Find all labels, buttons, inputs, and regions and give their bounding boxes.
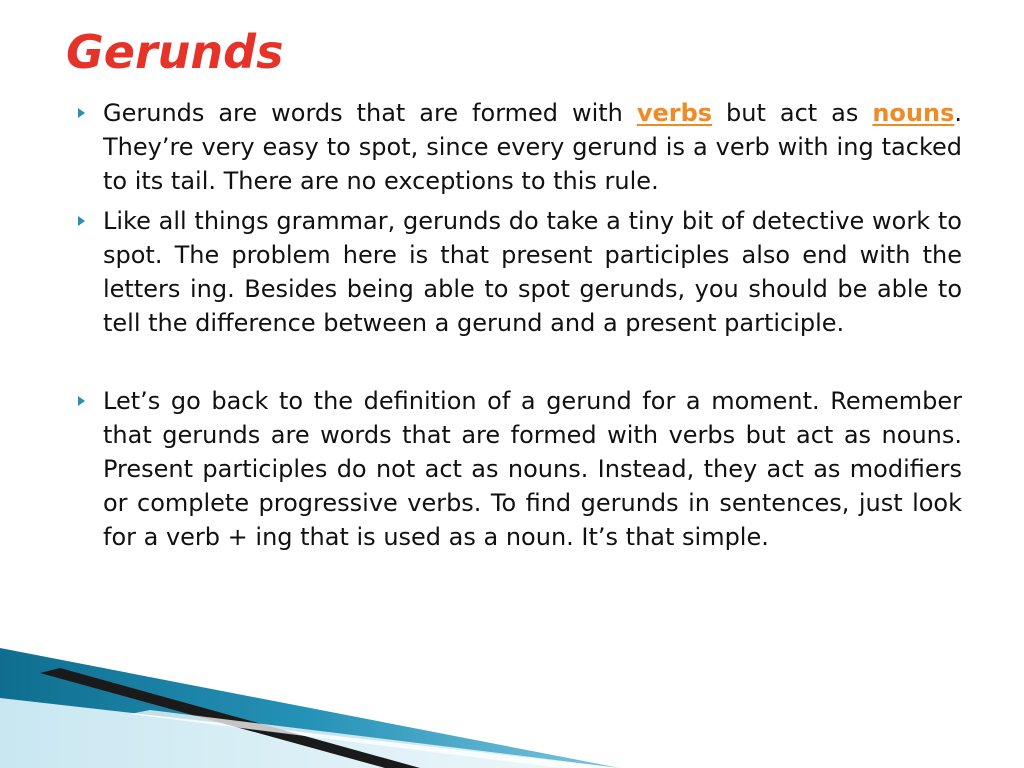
triangle-bullet-icon [78,396,85,406]
triangle-bullet-icon [78,108,85,118]
slide-title: Gerunds [66,25,284,79]
verbs-link[interactable]: verbs [636,99,713,127]
bullet-item-gerund-definition [78,96,962,198]
bullet-text: Like all things grammar, gerunds do take a tiny bit of detective work to spot. The problem here is that present participles also end with the letters ing. Besides being able to spot gerunds, you should be able to tell the difference between a gerund and a present participle. [103,207,962,337]
bullet-text: . They’re very easy to spot, since every gerund is a verb with ing tacked to its tail. There are no exceptions to this rule. [103,99,962,195]
swoosh-teal-band [0,648,620,768]
swoosh-dark-stripe [40,668,420,768]
swoosh-pale-band [0,698,620,768]
bullet-text: Let’s go back to the definition of a gerund for a moment. Remember that gerunds are words that are formed with verbs but act as nouns. Present participles do not act as nouns. Instead, they act as modifiers or complete progressive verbs. To find gerunds in sentences, just look for a verb + ing that is used as a noun. It’s that simple. [103,387,962,551]
bullet-list [78,96,962,554]
bullet-item-definition-recap [78,384,962,554]
nouns-link[interactable]: nouns [872,99,955,127]
bullet-item-detective-work [78,204,962,340]
bullet-text: but act as [712,99,873,127]
swoosh-light-stripe [130,710,620,768]
bullet-text: Gerunds are words that are formed with [103,99,637,127]
decorative-swoosh-graphic [0,640,620,768]
triangle-bullet-icon [78,216,85,226]
